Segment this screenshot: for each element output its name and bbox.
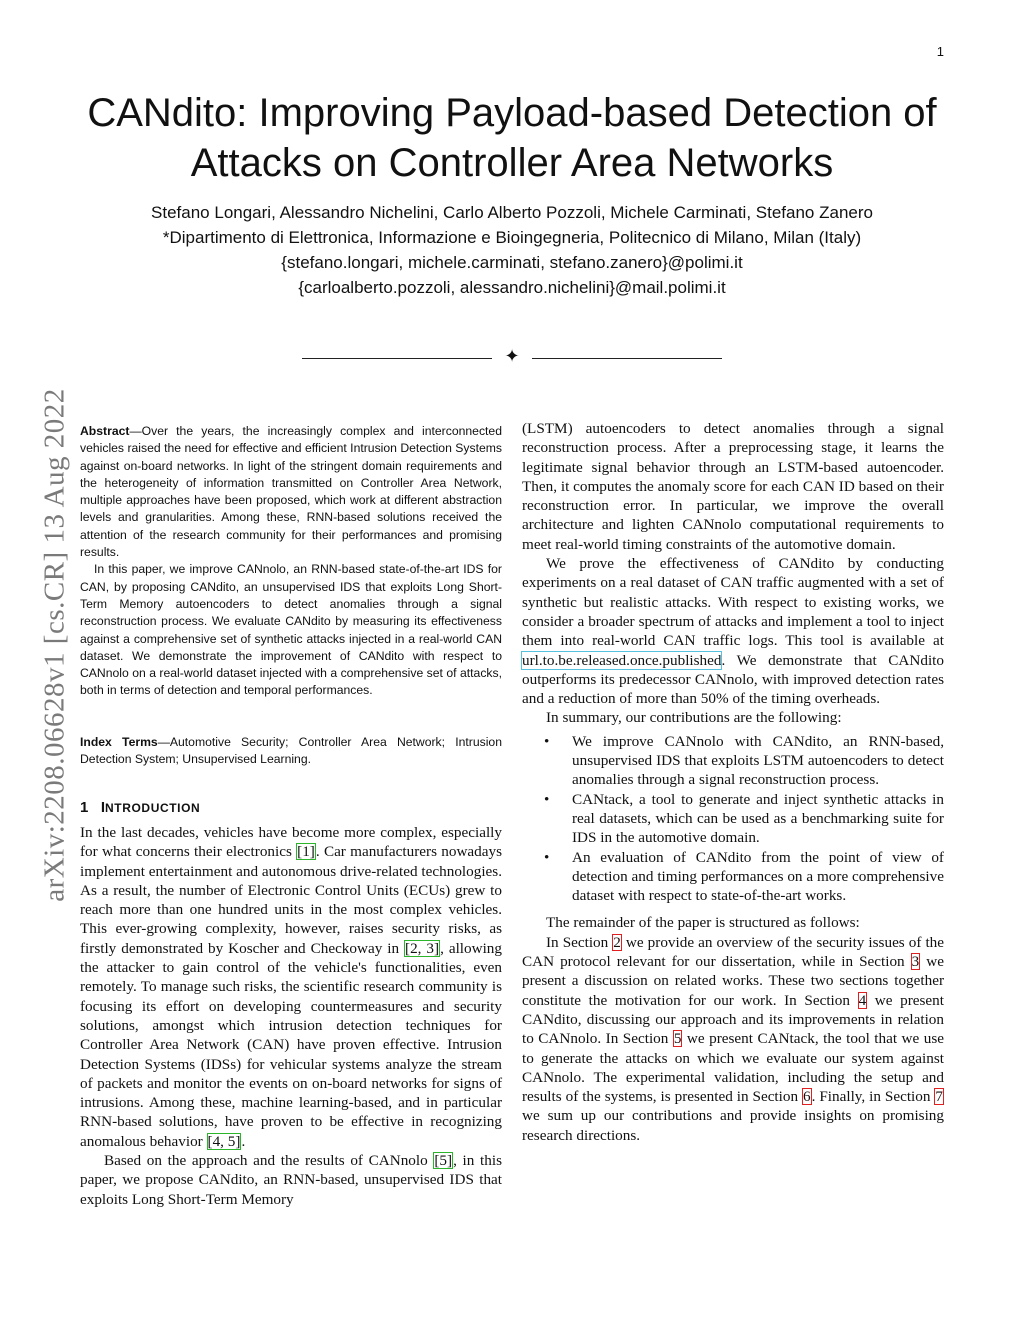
citation-link[interactable]: [1]: [297, 843, 315, 861]
list-item-text: CANtack, a tool to generate and inject synthetic attacks in real datasets, which can be used as a benchmarking suite for IDS in the automotive domain.: [572, 790, 944, 847]
text-run: , in this paper, we propose CANdito, an RNN-based, unsupervised IDS that exploits Long Short-Term Memory: [80, 1152, 502, 1208]
affiliation: *Dipartimento di Elettronica, Informazione e Bioingegneria, Politecnico di Milano, Milan (Italy): [162, 228, 862, 247]
index-terms-text: —Automotive Security; Controller Area Network; Intrusion Detection System; Unsupervised Learning.: [80, 735, 502, 767]
right-paragraph-2: [522, 554, 944, 708]
section-number: 1: [80, 799, 89, 816]
abstract-label: Abstract: [80, 424, 130, 438]
text-run: Based on the approach and the results of CANnolo: [104, 1152, 434, 1170]
left-column-body: [80, 823, 502, 1209]
text-run: we present CANdito, discussing our approach and its improvements in relation to CANnolo. In Section: [522, 991, 944, 1048]
text-run: .: [241, 1132, 246, 1150]
section-ref-link[interactable]: 4: [858, 991, 867, 1009]
text-run: In the last decades, vehicles have become more complex, especially for what concerns their electronics: [80, 824, 502, 861]
arxiv-identifier: arXiv:2208.06628v1 [cs.CR] 13 Aug 2022: [38, 388, 71, 902]
separator-star-icon: ✦: [504, 346, 520, 367]
abstract: [80, 423, 502, 700]
section-ref-link[interactable]: 2: [613, 933, 621, 951]
right-column-body: [522, 419, 944, 1145]
text-run: we present CANtack, the tool that we use to generate the attacks on which we evaluate our system against CANnolo. The experimental validation, including the setup and results of the systems, is presented in Section: [522, 1030, 944, 1106]
section-separator: [302, 346, 722, 367]
paper-title: [60, 88, 964, 188]
text-run: we sum up our contributions and provide insights on promising research directions.: [522, 1107, 944, 1144]
text-run: . Finally, in Section: [811, 1088, 935, 1106]
right-paragraph-1: (LSTM) autoencoders to detect anomalies through a signal reconstruction process. After a preprocessing stage, it learns the legitimate signal behavior through an LSTM-based autoencoder. Then, it computes the anomaly score for each CAN ID based on their reconstruction error. In particular, we improve the overall architecture and lighten CANnolo computational requirements to meet real-world timing constraints of the automotive domain.: [522, 420, 944, 553]
email-line-1: {stefano.longari, michele.carminati, stefano.zanero}@polimi.it: [281, 253, 743, 272]
section-ref-link[interactable]: 6: [803, 1088, 811, 1106]
text-run: . Car manufacturers nowadays implement entertainment and autonomous drive-related technologies. As a result, the number of Electronic Control Units (ECUs) grew to reach more than one hundred units in the most complex vehicles. This ever-growing complexity, however, raises security risks, as firstly demonstrated by Koscher and Checkoway in: [80, 843, 502, 957]
list-item: [522, 848, 944, 906]
tool-url-link[interactable]: url.to.be.released.once.published: [522, 651, 722, 669]
abstract-text-1: —Over the years, the increasingly complex and interconnected vehicles raised the need for effective and efficient Intrusion Detection Systems against on-board networks. In light of the stringent domain requirements and the heterogeneity of information transmitted on Controller Area Network, multiple approaches have been proposed, which work at different abstraction levels and granularities. Among these, RNN-based solutions received the attention of the research community for their performances and promising results.: [80, 424, 502, 560]
bullet-icon: •: [544, 848, 550, 866]
text-run: We prove the effectiveness of CANdito by conducting experiments on a real dataset of CAN traffic augmented with a set of synthetic but realistic attacks. With respect to existing works, we consider a broader spectrum of attacks and implement a tool to inject them into real-world CAN traffic logs. This tool is available at: [522, 555, 944, 650]
list-item: [522, 732, 944, 790]
title-line-1: CANdito: Improving Payload-based Detection of: [87, 91, 937, 135]
section-title-rest: NTRODUCTION: [105, 801, 201, 815]
bullet-icon: •: [544, 732, 550, 750]
text-run: we present a discussion on related works. These two sections together constitute the motivation for our work. In Section: [522, 953, 944, 1009]
text-run: we provide an overview of the security issues of the CAN protocol relevant for our dissertation, while in Section: [522, 933, 944, 971]
section-ref-link[interactable]: 3: [911, 953, 920, 971]
list-item-text: An evaluation of CANdito from the point of view of detection and timing performances on a more comprehensive dataset with respect to state-of-the-art works.: [572, 848, 944, 905]
citation-link[interactable]: [4, 5]: [207, 1132, 241, 1150]
author-list: Stefano Longari, Alessandro Nichelini, Carlo Alberto Pozzoli, Michele Carminati, Stefano Zanero: [151, 203, 873, 222]
email-line-2: {carloalberto.pozzoli, alessandro.nichelini}@mail.polimi.it: [298, 278, 726, 297]
section-ref-link[interactable]: 5: [673, 1030, 682, 1048]
citation-link[interactable]: [5]: [434, 1152, 453, 1170]
section-heading-introduction: [80, 799, 200, 816]
right-paragraph-5: [522, 933, 944, 1145]
list-item: [522, 790, 944, 848]
title-line-2: Attacks on Controller Area Networks: [190, 141, 834, 185]
separator-line-right: [532, 358, 722, 359]
list-item-text: We improve CANnolo with CANdito, an RNN-based, unsupervised IDS that exploits LSTM autoencoders to detect anomalies through a signal reconstruction process.: [572, 732, 944, 789]
author-block: [60, 200, 964, 300]
right-paragraph-4: The remainder of the paper is structured as follows:: [546, 914, 860, 932]
abstract-paragraph-2: In this paper, we improve CANnolo, an RNN-based state-of-the-art IDS for CAN, by proposing CANdito, an unsupervised IDS that exploits Long Short-Term Memory autoencoders to detect anomalies through a signal reconstruction process. We evaluate CANdito by measuring its effectiveness against a comprehensive set of synthetic attacks injected in a real-world CAN dataset. We demonstrate the improvement of CANdito with respect to CANnolo on a real-world dataset injected with a comprehensive set of attacks, both in terms of detection and temporal performances.: [80, 562, 502, 698]
index-terms: [80, 734, 502, 769]
contributions-list: [522, 732, 944, 906]
section-ref-link[interactable]: 7: [935, 1088, 943, 1106]
citation-link[interactable]: [2, 3]: [405, 939, 440, 957]
intro-paragraph-2: [80, 1151, 502, 1209]
page-number: 1: [936, 44, 944, 59]
text-run: In Section: [546, 933, 613, 951]
bullet-icon: •: [544, 790, 550, 808]
text-run: , allowing the attacker to gain control of the vehicle's functionalities, even remotely. To manage such risks, the scientific research community is focusing its effort on developing countermeasures and security solutions, amongst which intrusion detection techniques for Controller Area Network (CAN) have proven effective. Intrusion Detection Systems (IDSs) for vehicular systems analyze the stream of packets and monitor the events on on-board networks for signs of intrusions. Among these, machine learning-based, and in particular RNN-based solutions, have proven to be effective in recognizing anomalous behavior: [80, 939, 502, 1150]
intro-paragraph-1: [80, 823, 502, 1151]
right-paragraph-3: In summary, our contributions are the following:: [546, 709, 842, 727]
abstract-paragraph-1: [80, 423, 502, 561]
index-terms-label: Index Terms: [80, 735, 158, 749]
text-run: . We demonstrate that CANdito outperforms its predecessor CANnolo, with improved detection rates and a reduction of more than 50% of the timing overheads.: [522, 651, 944, 708]
separator-line-left: [302, 358, 492, 359]
section-title-initial: I: [100, 799, 106, 816]
